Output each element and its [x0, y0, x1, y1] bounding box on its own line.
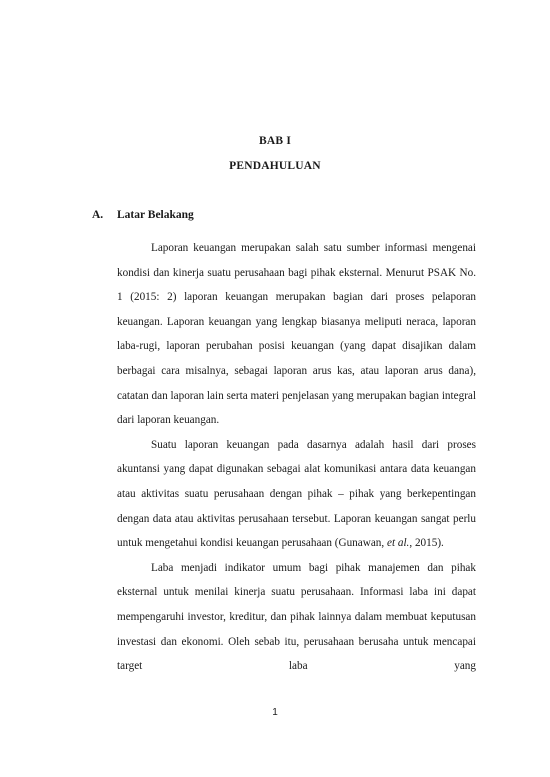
chapter-number: BAB I: [259, 135, 291, 147]
page-number: 1: [272, 707, 278, 718]
paragraph-text: , 2015).: [409, 537, 444, 550]
paragraph-text: Laba menjadi indikator umum bagi pihak manajemen dan pihak eksternal untuk menilai kinerja suatu perusahaan. Informasi laba ini dapat mempengaruhi investor, kreditur, dan pihak lainnya dalam membuat keputusan investasi dan ekonomi. Oleh sebab itu, perusahaan berusaha untuk mencapai target laba yang: [117, 561, 476, 673]
paragraph: [117, 433, 476, 556]
section-title: Latar Belakang: [117, 209, 194, 221]
paragraph-text: Laporan keuangan merupakan salah satu sumber informasi mengenai kondisi dan kinerja suatu perusahaan bagi pihak eksternal. Menurut PSAK No. 1 (2015: 2) laporan keuangan merupakan bagian dari proses pelaporan keuangan. Laporan keuangan yang lengkap biasanya meliputi neraca, laporan laba-rugi, laporan perubahan posisi keuangan (yang dapat disajikan dalam berbagai cara misalnya, sebagai laporan arus kas, atau laporan arus dana), catatan dan laporan lain serta materi penjelasan yang merupakan bagian integral dari laporan keuangan.: [117, 242, 476, 427]
paragraph: [117, 556, 476, 679]
section-heading: [92, 209, 194, 221]
paragraph-text: Suatu laporan keuangan pada dasarnya adalah hasil dari proses akuntansi yang dapat digunakan sebagai alat komunikasi antara data keuangan atau aktivitas suatu perusahaan dengan pihak – pihak yang berkepentingan dengan data atau aktivitas perusahaan tersebut. Laporan keuangan sangat perlu untuk mengetahui kondisi keuangan perusahaan (Gunawan,: [117, 438, 476, 550]
section-number: A.: [92, 209, 104, 221]
paragraph: [117, 236, 476, 433]
body-text: [117, 236, 476, 679]
citation-italic: et al.: [386, 537, 410, 550]
chapter-title: PENDAHULUAN: [229, 160, 321, 172]
